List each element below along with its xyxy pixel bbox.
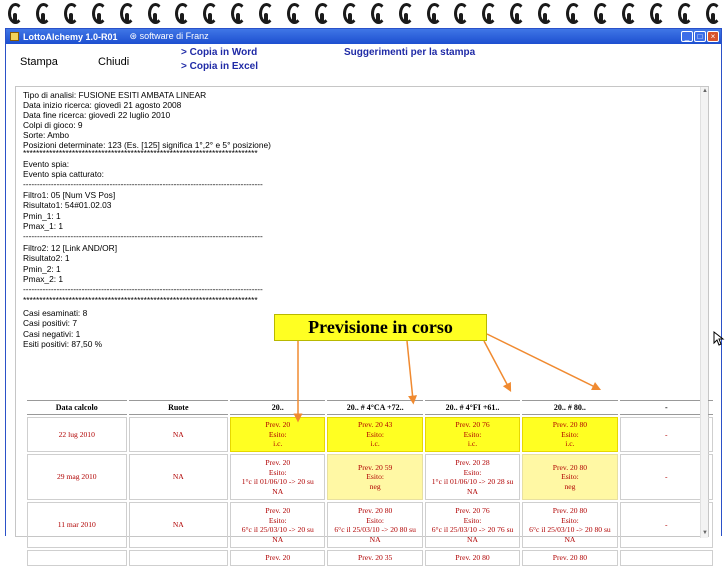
cell-ruote: NA bbox=[129, 502, 229, 548]
cell-line: Prev. 20 28 bbox=[455, 458, 490, 467]
cell-line: Prev. 20 bbox=[265, 420, 291, 430]
header-group-1: 20.. bbox=[230, 400, 325, 415]
cell-line: NA bbox=[564, 534, 576, 544]
report-line: Pmax_2: 1 bbox=[23, 274, 64, 284]
cell-line: Prev. 20 80 bbox=[357, 506, 393, 515]
cell-dash: - bbox=[620, 502, 713, 548]
report-line: Casi positivi: 7 bbox=[23, 318, 77, 328]
window-subtitle: ⊛ software di Franz bbox=[129, 31, 209, 41]
cell-line: 1°c il 01/06/10 -> 20 28 su bbox=[431, 477, 514, 486]
report-line: Filtro2: 12 [Link AND/OR] bbox=[23, 243, 118, 253]
scroll-down-icon[interactable]: ▼ bbox=[702, 530, 708, 536]
cell-line: Esito: bbox=[268, 515, 287, 525]
close-button[interactable]: × bbox=[707, 31, 719, 42]
header-group-3: 20.. # 4°FI +61.. bbox=[425, 400, 520, 415]
report-line: Sorte: Ambo bbox=[23, 130, 70, 140]
report-line: Data fine ricerca: giovedì 22 luglio 2010 bbox=[23, 110, 171, 120]
cell-line: 1°c il 01/06/10 -> 20 su bbox=[241, 477, 314, 486]
cell-line: Prev. 20 59 bbox=[357, 462, 393, 472]
header-dash: - bbox=[620, 400, 713, 415]
cell-line: i.c. bbox=[467, 439, 478, 449]
report-line: ************************************************************************ bbox=[23, 148, 258, 158]
copia-word-link[interactable]: > Copia in Word bbox=[181, 47, 258, 58]
arrow-2 bbox=[407, 341, 413, 400]
cell-line: Prev. 20 80 bbox=[552, 506, 588, 515]
cell-date: 29 mag 2010 bbox=[27, 454, 127, 500]
copia-excel-link[interactable]: > Copia in Excel bbox=[181, 61, 258, 72]
cell-prevision bbox=[230, 550, 325, 566]
cell-line: Esito: bbox=[268, 429, 287, 439]
report-line: Casi esaminati: 8 bbox=[23, 308, 88, 318]
cell-line: Prev. 20 80 bbox=[455, 553, 490, 563]
header-group-2: 20.. # 4°CA +72.. bbox=[327, 400, 422, 415]
report-line: Esiti positivi: 87,50 % bbox=[23, 339, 103, 349]
cell-prevision bbox=[425, 550, 520, 566]
report-line: Casi negativi: 1 bbox=[23, 329, 81, 339]
report-line: Pmin_2: 1 bbox=[23, 264, 61, 274]
chiudi-button[interactable]: Chiudi bbox=[98, 56, 130, 68]
cell-dash: - bbox=[620, 417, 713, 452]
report-line: Filtro1: 05 [Num VS Pos] bbox=[23, 190, 116, 200]
header-ruote: Ruote bbox=[129, 400, 229, 415]
header-group-4: 20.. # 80.. bbox=[522, 400, 617, 415]
cell-ruote: NA bbox=[129, 454, 229, 500]
cell-line: Esito: bbox=[561, 472, 579, 482]
cell-line: Esito: bbox=[561, 429, 579, 439]
cell-dash bbox=[620, 550, 713, 566]
header-data-calcolo: Data calcolo bbox=[27, 400, 127, 415]
report-line: Risultato2: 1 bbox=[23, 253, 70, 263]
report-line: Colpi di gioco: 9 bbox=[23, 120, 83, 130]
table-row bbox=[27, 550, 713, 566]
cell-line: Prev. 20 80 bbox=[552, 420, 588, 430]
previsione-callout: Previsione in corso bbox=[274, 314, 487, 341]
report-line: -------------------------------------------------------------------------------------- bbox=[23, 231, 263, 241]
cell-line: i.c. bbox=[565, 439, 575, 449]
cell-line: i.c. bbox=[273, 439, 283, 449]
cell-prevision bbox=[327, 550, 422, 566]
report-line: Tipo di analisi: FUSIONE ESITI AMBATA LINEAR bbox=[23, 90, 207, 100]
cell-line: Prev. 20 80 bbox=[552, 553, 588, 563]
cell-line: neg bbox=[564, 481, 576, 491]
cell-line: neg bbox=[369, 481, 381, 491]
cell-line: Prev. 20 43 bbox=[357, 420, 393, 430]
window-subtitle-text: software di Franz bbox=[139, 31, 209, 41]
report-line: Evento spia catturato: bbox=[23, 169, 105, 179]
cell-line: Esito: bbox=[366, 429, 385, 439]
report-line: Data inizio ricerca: giovedì 21 agosto 2008 bbox=[23, 100, 182, 110]
mouse-cursor-icon bbox=[713, 331, 725, 347]
cell-date: 11 mar 2010 bbox=[27, 502, 127, 548]
cell-line: Esito: bbox=[463, 515, 482, 525]
cell-ruote: NA bbox=[129, 417, 229, 452]
cell-line: Prev. 20 76 bbox=[455, 506, 490, 515]
report-line: Pmax_1: 1 bbox=[23, 221, 64, 231]
cell-line: Prev. 20 bbox=[265, 553, 291, 563]
cell-prevision bbox=[522, 550, 617, 566]
cell-line: Prev. 20 80 bbox=[552, 462, 588, 472]
report-line: -------------------------------------------------------------------------------------- bbox=[23, 179, 263, 189]
cell-line: i.c. bbox=[370, 439, 380, 449]
cell-line: Esito: bbox=[463, 429, 482, 439]
report-line: ************************************************************************ bbox=[23, 295, 258, 305]
cell-line: Esito: bbox=[366, 515, 385, 525]
cell-line: NA bbox=[467, 534, 479, 544]
minimize-button[interactable]: _ bbox=[681, 31, 693, 42]
cell-line: Prev. 20 76 bbox=[455, 420, 490, 430]
cell-line: 6°c il 25/03/10 -> 20 80 su bbox=[529, 525, 611, 534]
report-line: Risultato1: 54#01.02.03 bbox=[23, 200, 112, 210]
maximize-button[interactable]: □ bbox=[694, 31, 706, 42]
stampa-button[interactable]: Stampa bbox=[20, 56, 58, 68]
cell-dash: - bbox=[620, 454, 713, 500]
arrow-3 bbox=[484, 341, 509, 388]
cell-line: 6°c il 25/03/10 -> 20 76 su bbox=[431, 525, 514, 534]
report-line: Posizioni determinate: 123 (Es. [125] significa 1°,2° e 5° posizione) bbox=[23, 140, 271, 150]
cell-line: 6°c il 25/03/10 -> 20 80 su bbox=[334, 525, 416, 534]
cell-line: Esito: bbox=[463, 467, 482, 477]
window-title: LottoAlchemy 1.0-R01 bbox=[23, 31, 118, 42]
cell-line: NA bbox=[467, 486, 479, 496]
report-line: Evento spia: bbox=[23, 159, 70, 169]
cell-line: Esito: bbox=[561, 515, 579, 525]
cell-line: NA bbox=[369, 534, 381, 544]
cell-line: 6°c il 25/03/10 -> 20 su bbox=[241, 525, 314, 534]
cell-date bbox=[27, 550, 127, 566]
cell-date: 22 lug 2010 bbox=[27, 417, 127, 452]
report-line: Pmin_1: 1 bbox=[23, 211, 61, 221]
scroll-up-icon[interactable]: ▲ bbox=[702, 88, 708, 94]
cell-ruote bbox=[129, 550, 229, 566]
cell-line: Prev. 20 35 bbox=[357, 553, 393, 563]
cell-line: Esito: bbox=[366, 472, 385, 482]
cell-line: Prev. 20 bbox=[265, 458, 291, 467]
suggerimenti-link[interactable]: Suggerimenti per la stampa bbox=[344, 47, 476, 58]
arrow-4 bbox=[487, 334, 597, 388]
cell-line: Esito: bbox=[268, 467, 287, 477]
cell-line: Prev. 20 bbox=[265, 506, 291, 515]
cell-line: NA bbox=[272, 486, 284, 496]
report-line: -------------------------------------------------------------------------------------- bbox=[23, 284, 263, 294]
cell-line: NA bbox=[272, 534, 284, 544]
